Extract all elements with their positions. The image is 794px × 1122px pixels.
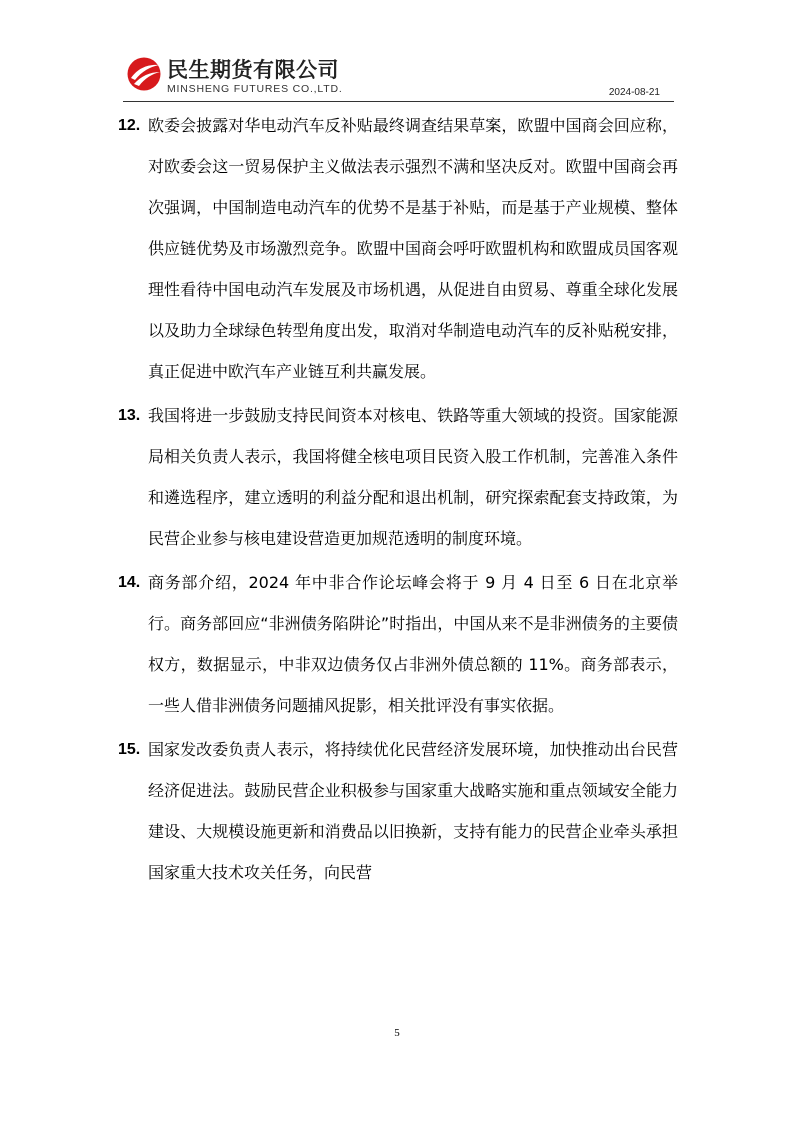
item-number: 15. [118,741,141,758]
news-item-14 [118,562,678,726]
item-text: 商务部介绍，2024 年中非合作论坛峰会将于 9 月 4 日至 6 日在北京举行。商务部回应“非洲债务陷阱论”时指出，中国从来不是非洲债务的主要债权方，数据显示，中非双边债务仅占非洲外债总额的 11%。商务部表示，一些人借非洲债务问题捕风捉影，相关批评没有事实依据。 [148,573,678,715]
item-text: 我国将进一步鼓励支持民间资本对核电、铁路等重大领域的投资。国家能源局相关负责人表示，我国将健全核电项目民资入股工作机制，完善准入条件和遴选程序，建立透明的利益分配和退出机制，研究探索配套支持政策，为民营企业参与核电建设营造更加规范透明的制度环境。 [148,406,678,548]
item-text: 国家发改委负责人表示，将持续优化民营经济发展环境，加快推动出台民营经济促进法。鼓励民营企业积极参与国家重大战略实施和重点领域安全能力建设、大规模设施更新和消费品以旧换新，支持有能力的民营企业牵头承担国家重大技术攻关任务，向民营 [148,740,678,882]
minsheng-logo-icon [126,56,162,92]
report-date: 2024-08-21 [608,87,660,98]
news-item-13 [118,395,678,559]
item-number: 12. [118,117,141,134]
news-item-12 [118,105,678,392]
company-name-en: MINSHENG FUTURES CO.,LTD. [167,83,343,95]
page-header [123,52,674,102]
news-item-15 [118,729,678,893]
item-number: 14. [118,574,141,591]
page-number: 5 [394,1027,400,1039]
news-list [118,105,678,896]
company-name-cn: 民生期货有限公司 [167,58,339,82]
item-text: 欧委会披露对华电动汽车反补贴最终调查结果草案，欧盟中国商会回应称，对欧委会这一贸易保护主义做法表示强烈不满和坚决反对。欧盟中国商会再次强调，中国制造电动汽车的优势不是基于补贴，而是基于产业规模、整体供应链优势及市场激烈竞争。欧盟中国商会呼吁欧盟机构和欧盟成员国客观理性看待中国电动汽车发展及市场机遇，从促进自由贸易、尊重全球化发展以及助力全球绿色转型角度出发，取消对华制造电动汽车的反补贴税安排，真正促进中欧汽车产业链互利共赢发展。 [148,116,678,381]
item-number: 13. [118,407,141,424]
header-divider [123,101,674,102]
